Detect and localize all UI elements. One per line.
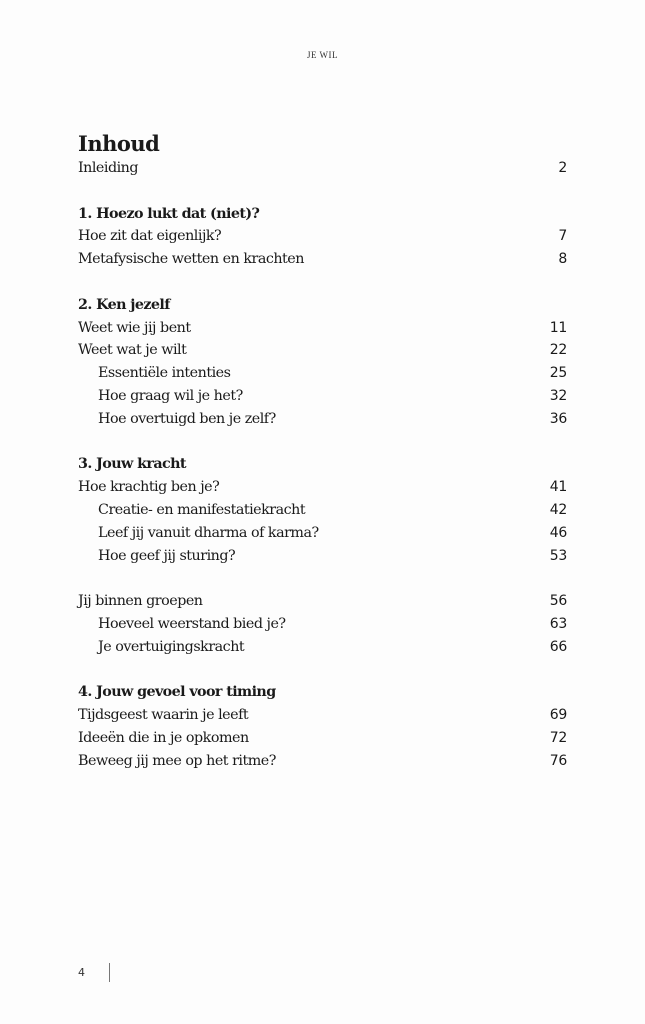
toc-entry-page: 42 — [549, 501, 567, 518]
toc-subentry[interactable] — [78, 636, 567, 659]
toc-entry-page: 76 — [549, 752, 567, 769]
toc-title: Inhoud — [78, 131, 160, 156]
toc-entry-page: 8 — [558, 251, 567, 268]
running-head: JE WIL — [306, 50, 339, 60]
toc-entry-label: Weet wie jij bent — [78, 319, 191, 336]
toc-subentry[interactable] — [78, 499, 567, 522]
toc-entry-label: Metafysische wetten en krachten — [78, 251, 304, 268]
toc-entry-label: Essentiële intenties — [98, 365, 231, 382]
toc-entry[interactable] — [78, 248, 567, 271]
toc-subentry[interactable] — [78, 408, 567, 431]
table-of-contents — [78, 131, 567, 773]
toc-entry-page: 32 — [549, 387, 567, 404]
toc-entry-page: 63 — [549, 615, 567, 632]
toc-entry-label: Hoe zit dat eigenlijk? — [78, 228, 222, 245]
toc-entry-page: 56 — [549, 593, 567, 610]
chapter-heading-4[interactable]: 4. Jouw gevoel voor timing — [78, 684, 276, 701]
toc-entry-page: 2 — [558, 160, 567, 176]
footer-divider — [109, 963, 110, 982]
toc-entry-page: 72 — [549, 729, 567, 746]
chapter-heading-2[interactable]: 2. Ken jezelf — [78, 296, 170, 313]
toc-entry[interactable] — [78, 476, 567, 499]
toc-entry-label: Hoe overtuigd ben je zelf? — [98, 410, 276, 427]
toc-entry[interactable] — [78, 225, 567, 248]
toc-entry-label: Jij binnen groepen — [78, 593, 203, 610]
toc-entry-page: 7 — [558, 228, 567, 245]
toc-entry-label: Tijdsgeest waarin je leeft — [78, 707, 249, 724]
toc-entry-label: Weet wat je wilt — [78, 342, 187, 359]
toc-entry-label: Je overtuigingskracht — [98, 638, 245, 655]
toc-entry-label: Leef jij vanuit dharma of karma? — [98, 524, 319, 541]
toc-entry-page: 25 — [549, 365, 567, 382]
toc-entry-label: Hoeveel weerstand bied je? — [98, 615, 286, 632]
toc-entry-label: Hoe geef jij sturing? — [98, 547, 236, 564]
toc-subentry[interactable] — [78, 613, 567, 636]
page-number: 4 — [78, 966, 85, 979]
toc-entry-label: Inleiding — [78, 160, 139, 176]
toc-entry-page: 53 — [549, 547, 567, 564]
toc-entry[interactable] — [78, 750, 567, 773]
toc-entry-page: 36 — [549, 410, 567, 427]
page-footer — [78, 963, 110, 982]
toc-entry-page: 46 — [549, 524, 567, 541]
toc-subentry[interactable] — [78, 545, 567, 568]
toc-subentry[interactable] — [78, 362, 567, 385]
toc-entry[interactable] — [78, 590, 567, 613]
toc-entry-page: 22 — [549, 342, 567, 359]
toc-entry-page: 41 — [549, 479, 567, 496]
toc-entry-page: 69 — [549, 707, 567, 724]
toc-entry-intro[interactable] — [78, 157, 567, 180]
toc-entry[interactable] — [78, 704, 567, 727]
chapter-heading-1[interactable]: 1. Hoezo lukt dat (niet)? — [78, 205, 260, 222]
toc-entry-page: 66 — [549, 638, 567, 655]
toc-entry-page: 11 — [549, 319, 567, 336]
toc-entry-label: Creatie- en manifestatiekracht — [98, 501, 306, 518]
chapter-heading-3[interactable]: 3. Jouw kracht — [78, 456, 186, 473]
toc-entry[interactable] — [78, 339, 567, 362]
toc-entry-label: Beweeg jij mee op het ritme? — [78, 752, 276, 769]
toc-subentry[interactable] — [78, 522, 567, 545]
toc-entry-label: Hoe graag wil je het? — [98, 387, 243, 404]
toc-subentry[interactable] — [78, 385, 567, 408]
toc-entry[interactable] — [78, 727, 567, 750]
toc-entry-label: Hoe krachtig ben je? — [78, 479, 220, 496]
toc-entry-label: Ideeën die in je opkomen — [78, 729, 249, 746]
toc-entry[interactable] — [78, 317, 567, 340]
